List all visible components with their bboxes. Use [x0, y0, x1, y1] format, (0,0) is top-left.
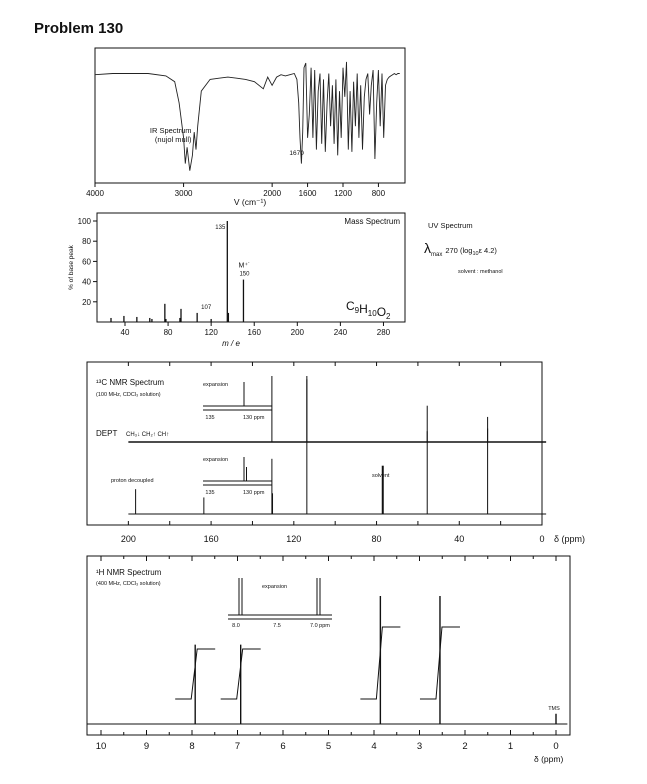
mass-x-tick-label: 200 — [290, 328, 304, 337]
c13-x-tick-label: 40 — [454, 534, 465, 544]
h1-title: ¹H NMR Spectrum — [96, 568, 162, 577]
mass-y-tick-label: 40 — [82, 277, 91, 287]
mass-peak-label-150: 150 — [239, 271, 250, 278]
mass-x-axis-label: m / e — [222, 339, 240, 348]
c13-dept-expansion-tick-135: 135 — [205, 415, 215, 421]
ir-x-axis-label: V (cm⁻¹) — [233, 197, 267, 207]
h1-x-tick-label: 10 — [95, 741, 107, 752]
mass-y-tick-label: 80 — [82, 237, 91, 247]
c13-dept-expansion-label: expansion — [203, 382, 229, 388]
mass-peak-label-107: 107 — [201, 304, 212, 311]
h1-x-tick-label: 3 — [416, 741, 423, 752]
mass-x-tick-label: 280 — [376, 328, 391, 337]
ir-trace — [95, 62, 400, 171]
c13-dept-label: DEPT — [96, 429, 118, 438]
ir-x-tick-label: 1200 — [334, 189, 352, 198]
mass-y-axis-label: % of base peak — [68, 245, 75, 290]
c13-decoupled-expansion-tick-130: 130 ppm — [243, 490, 265, 496]
c13-conditions: (100 MHz, CDCl₃ solution) — [96, 392, 161, 398]
c13-x-tick-label: 0 — [539, 534, 545, 544]
ir-title: IR Spectrum — [149, 126, 192, 135]
mass-molecular-ion-label: M⁺˙ — [238, 262, 251, 270]
uv-title: UV Spectrum — [428, 221, 473, 230]
h1-x-tick-label: 0 — [553, 741, 559, 752]
h1-tms-label: TMS — [548, 706, 560, 712]
uv-solvent: solvent : methanol — [458, 269, 503, 275]
uv-lambda-max: $\lambda_{max}$ $^{270 (log}$10ε 4.2) — [424, 240, 497, 258]
ir-x-tick-label: 800 — [371, 189, 386, 198]
c13-dept-expansion-tick-130: 130 ppm — [243, 415, 265, 421]
ir-x-tick-label: 4000 — [86, 189, 104, 198]
page-title: Problem 130 — [34, 20, 124, 37]
h1-expansion-tick-8: 8.0 — [232, 623, 240, 629]
h1-x-tick-label: 2 — [462, 741, 468, 752]
h1-x-tick-label: 9 — [143, 741, 150, 752]
c13-x-axis-label: δ (ppm) — [554, 534, 586, 544]
mass-x-tick-label: 240 — [333, 328, 348, 337]
c13-x-tick-label: 80 — [371, 534, 382, 544]
ir-x-tick-label: 2000 — [263, 189, 282, 198]
h1-x-axis-label: δ (ppm) — [534, 754, 564, 764]
h1-x-tick-label: 5 — [325, 741, 332, 752]
mass-x-tick-label: 80 — [163, 328, 173, 337]
c13-x-tick-label: 160 — [203, 534, 219, 544]
h1-expansion-label: expansion — [262, 584, 288, 590]
mass-x-tick-label: 160 — [247, 328, 261, 337]
c13-x-tick-label: 200 — [120, 534, 136, 544]
h1-x-tick-label: 7 — [234, 741, 241, 752]
ir-x-tick-label: 3000 — [174, 189, 193, 198]
mass-x-tick-label: 40 — [120, 328, 130, 337]
c13-dept-legend: CH₃↓ CH₂↑ CH↑ — [126, 432, 170, 438]
mass-y-tick-label: 20 — [82, 297, 91, 307]
ir-subtitle: (nujol mull) — [154, 135, 192, 144]
mass-peak-label-135: 135 — [215, 225, 226, 231]
c13-solvent-label: solvent — [372, 473, 390, 479]
h1-x-tick-label: 6 — [280, 741, 286, 752]
mass-title: Mass Spectrum — [344, 217, 400, 226]
c13-title: ¹³C NMR Spectrum — [96, 378, 165, 387]
h1-expansion-tick-7: 7.0 ppm — [310, 623, 330, 629]
h1-conditions: (400 MHz, CDCl₃ solution) — [96, 581, 161, 587]
c13-decoupled-expansion-label: expansion — [203, 457, 229, 463]
mass-x-tick-label: 120 — [204, 328, 218, 337]
h1-x-tick-label: 8 — [189, 741, 195, 752]
h1-expansion-tick-7-5: 7.5 — [273, 623, 281, 629]
c13-x-tick-label: 120 — [286, 534, 302, 544]
c13-decoupled-expansion-tick-135: 135 — [205, 490, 215, 496]
mass-molecular-formula: $C_9H_{10}O_2$ — [346, 299, 391, 321]
h1-x-tick-label: 4 — [371, 741, 377, 752]
ir-annotation-1670: 1670 — [289, 150, 304, 157]
mass-y-tick-label: 100 — [77, 217, 91, 226]
ir-x-tick-label: 1600 — [298, 189, 317, 198]
h1-x-tick-label: 1 — [507, 741, 514, 752]
mass-y-tick-label: 60 — [82, 257, 91, 267]
c13-decoupled-label: proton decoupled — [111, 478, 154, 484]
